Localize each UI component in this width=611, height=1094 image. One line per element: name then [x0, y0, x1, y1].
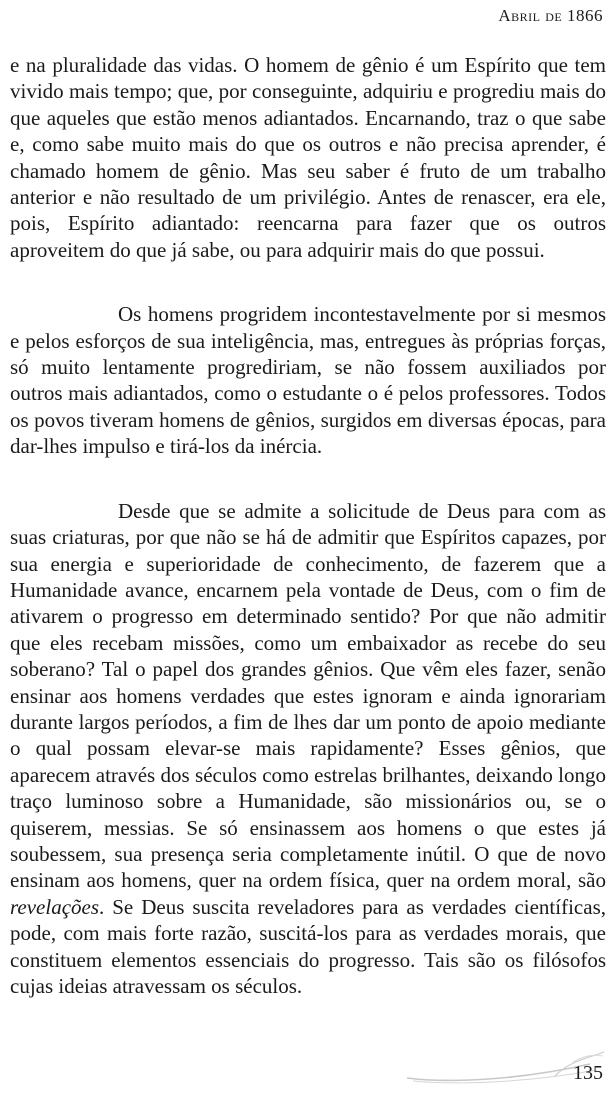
page-number: 135	[573, 1062, 603, 1084]
paragraph-3	[10, 498, 606, 1000]
paragraph-3-text-after: . Se Deus suscita reveladores para as verdades científicas, pode, com mais forte razão, suscitá-los para as verdades morais, que constituem elementos essenciais do progresso. Tais são os filósofos cujas ideias atravessam os séculos.	[10, 894, 606, 998]
paragraph-2: Os homens progridem incontestavelmente por si mesmos e pelos esforços de sua inteligência, mas, entregues às próprias forças, só muito lentamente progrediriam, se não fossem auxiliados por outros mais adiantados, como o estudante o é pelos professores. Todos os povos tiveram homens de gênios, surgidos em diversas épocas, para dar-lhes impulso e tirá-los da inércia.	[10, 302, 606, 459]
page-body	[10, 52, 606, 999]
paragraph-3-text-before: Desde que se admite a solicitude de Deus para com as suas criaturas, por que não se há de admitir que Espíritos capazes, por sua energia e superioridade de conhecimento, de fazerem que a Humanidade avance, encarnem pela vontade de Deus, com o fim de ativarem o progresso em determinado sentido? Por que não admitir que eles recebam missões, como um embaixador as recebe do seu soberano? Tal o papel dos grandes gênios. Que vêm eles fazer, senão ensinar aos homens verdades que estes ignoram e ainda ignorariam durante largos períodos, a fim de lhes dar um ponto de apoio mediante o qual possam elevar-se mais rapidamente? Esses gênios, que aparecem através dos séculos como estrelas brilhantes, deixando longo traço luminoso sobre a Humanidade, são missionários ou, se o quiserem, messias. Se só ensinassem aos homens o que estes já soubessem, sua presença seria completamente inútil. O que de novo ensinam aos homens, quer na ordem física, quer na ordem moral, são	[10, 498, 606, 893]
running-header: Abril de 1866	[498, 6, 603, 25]
paragraph-1: e na pluralidade das vidas. O homem de gênio é um Espírito que tem vivido mais tempo; que, por conseguinte, adquiriu e progrediu mais do que aqueles que estão menos adiantados. Encarnando, traz o que sabe e, como sabe muito mais do que os outros e não precisa aprender, é chamado homem de gênio. Mas seu saber é fruto de um trabalho anterior e não resultado de um privilégio. Antes de renascer, era ele, pois, Espírito adiantado: reencarna para fazer que os outros aproveitem do que já sabe, ou para adquirir mais do que possui.	[10, 53, 606, 262]
emphasis-revelacoes: revelações	[10, 894, 100, 919]
